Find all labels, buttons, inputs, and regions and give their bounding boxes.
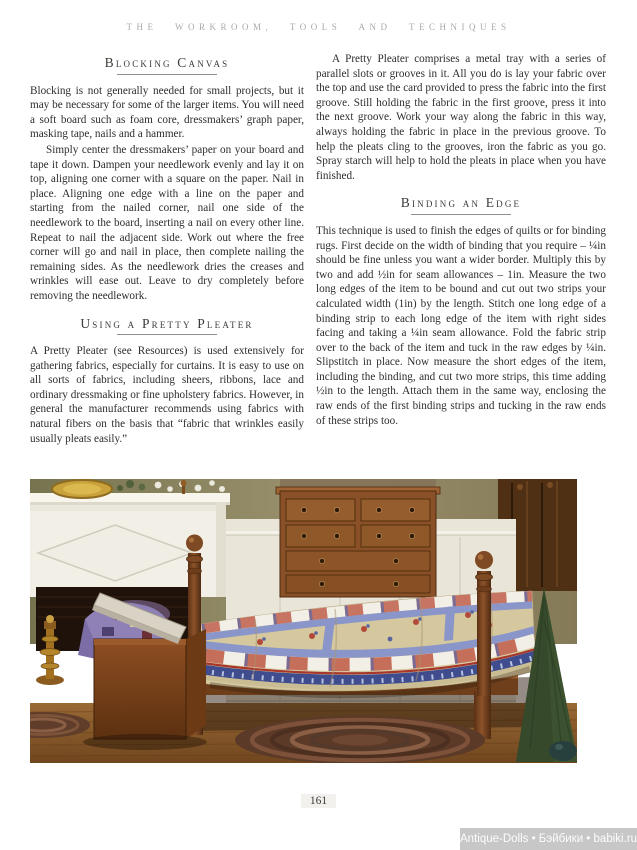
braided-rug (235, 716, 485, 763)
paragraph: Simply center the dressmakers’ paper on your board and tape it down. Dampen your needlework evenly and lay it on top, aligning one corner with a square on the paper. Nail in place. Aligning one edge with a line on the paper and starting from the nailed corner, nail one side of the needlework to the board, inserting a nail on every other line. Repeat to nail the adjacent side. Work out where the free corner will go and nail in place, then complete nailing the remaining sides. As the needlework dries the creases and wrinkles will ease out. Leave to dry completely before removing the needlework. (30, 143, 304, 302)
section-heading-blocking-canvas: Blocking Canvas (104, 55, 230, 70)
miniature-bedroom-photo (30, 479, 577, 763)
right-column (316, 52, 606, 429)
paragraph: This technique is used to finish the edges of quilts or for binding rugs. First decide on the width of binding that you require – ¼in should be fine unless you want a wider border. Multiply this by two and add ½in for seam allowances – 1in. Measure the two long edges of the item to be bound and cut out two strips your calculated width (1in) by the length. Stitch one long edge of a binding strip to each long edge of the item with right sides facing and taking a ¼in seam allowance. Fold the fabric strip over to the back of the item and tuck in the raw edges by ¼in. Slipstitch in place. Now measure the short edges of the item, including the binding, and cut two more strips, this time adding ½in to the length. Attach them in the same way, enclosing the raw ends of the first binding strips and tucking in the raw ends of these strips too. (316, 224, 606, 427)
heading-rule (117, 74, 217, 75)
heading-rule (117, 334, 217, 335)
left-column (30, 56, 304, 447)
watermark: Antique-Dolls • Бэйбики • babiki.ru (460, 828, 637, 850)
running-header: THE WORKROOM, TOOLS AND TECHNIQUES (126, 22, 511, 32)
section-heading-using-a-pretty-pleater: Using a Pretty Pleater (80, 315, 254, 331)
section-heading-binding-an-edge: Binding an Edge (400, 195, 522, 211)
page-number: 161 (0, 791, 637, 809)
paragraph: A Pretty Pleater (see Resources) is used extensively for gathering fabrics, especially for curtains. It is easy to use on all sorts of fabrics, including sheers, ribbons, lace and ordinary dressmaking or fine upholstery fabrics. However, in general the manufacturer recommends using fabrics with natural fibers on the basis that “fabric that wrinkles easily usually pleats easily.” (30, 345, 304, 445)
paragraph: A Pretty Pleater comprises a metal tray with a series of parallel slots or grooves in it. All you do is lay your fabric over the top and use the card provided to press the fabric into the first groove. Still holding the fabric in the first groove, press it into the next groove. Work your way along the fabric in this way, always holding the fabric in place in the previous groove. To help the pleats cling to the grooves, iron the fabric as you go. Spray starch will help to hold the pleats in place when you have finished. (316, 53, 606, 182)
heading-rule (411, 214, 511, 215)
paragraph: Blocking is not generally needed for small projects, but it may be necessary for some of the larger items. You will need a soft board such as foam core, dressmakers’ graph paper, masking tape, nails and a hammer. (30, 84, 304, 141)
chest-of-drawers (276, 479, 440, 597)
